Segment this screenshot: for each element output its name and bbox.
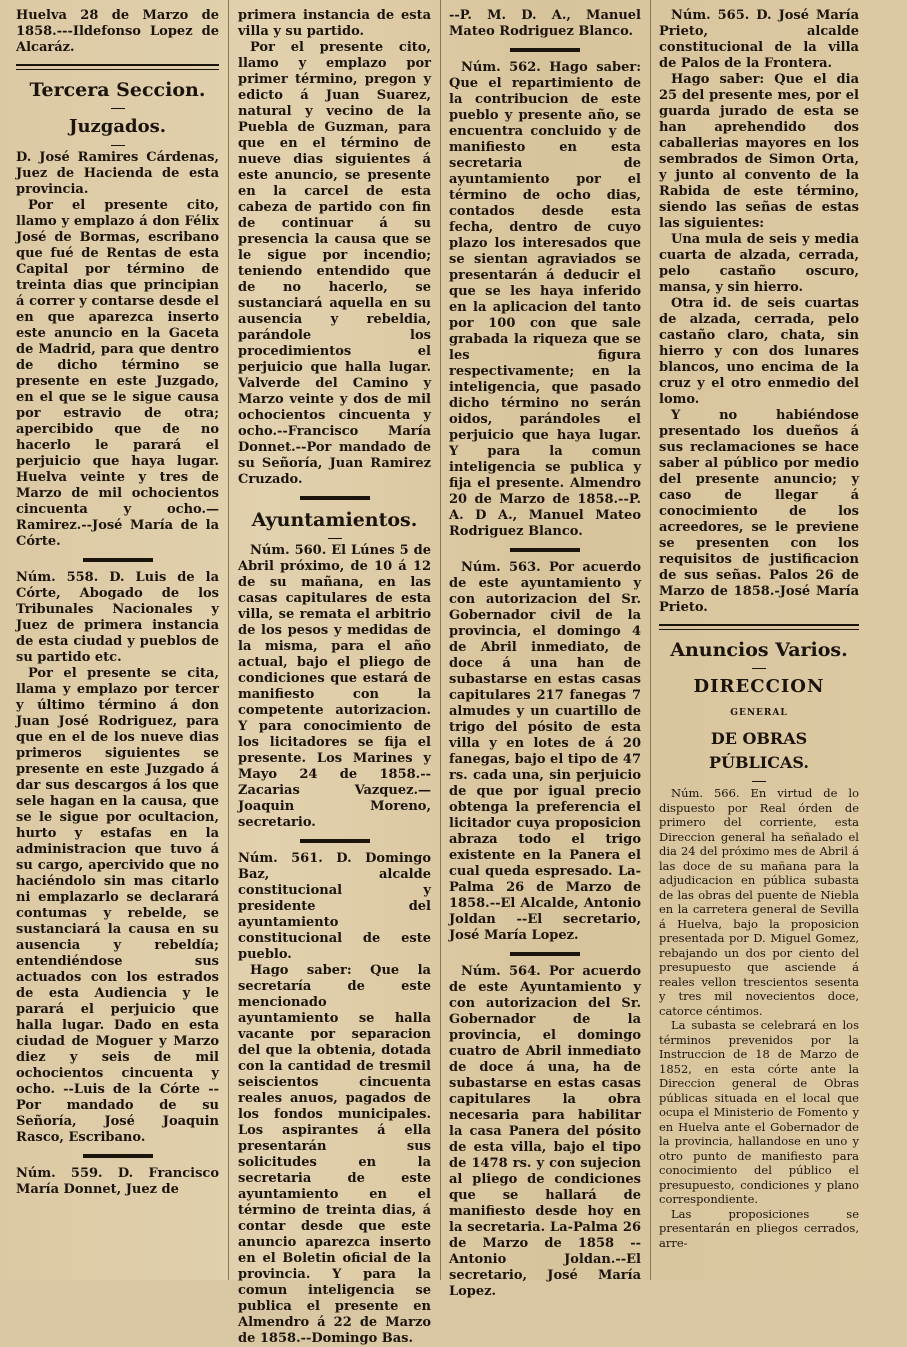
notice-559-heading: Núm. 559. D. Francisco María Donnet, Juez de (16, 1166, 219, 1197)
notice-563: Núm. 563. Por acuerdo de este ayuntamiento y con autorizacion del Sr. Gobernador civil de la provincia, el domingo 4 de Abril inmediato, de doce á una han de subastarse en estas casas capitulares 217 fanegas 7 almudes y un cuartillo de trigo del pósito de esta villa y en lotes de á 20 fanegas, bajo el tipo de 47 rs. cada una, sin perjuicio de que por igual precio obtenga la preferencia el licitador cuya proposicion abraza todo el trigo existente en la Panera el cual queda espresado. La-Palma 26 de Marzo de 1858.--El Alcalde, Antonio Joldan --El secretario, José María Lopez. (449, 560, 641, 943)
column-4 (653, 0, 865, 1280)
section-title-ayuntamientos: Ayuntamientos. (251, 509, 418, 531)
notice-564: Núm. 564. Por acuerdo de este Ayuntamiento y con autorizacion del Sr. Gobernador de la provincia, el domingo cuatro de Abril inmediato de doce á una, ha de subastarse en estas casas capitulares la obra necesaria para habilitar la casa Panera del pósito de esta villa, bajo el tipo de 1478 rs. y con sujecion al pliego de condiciones que se hallará de manifiesto desde hoy en la secretaria. La-Palma 26 de Marzo de 1858 --Antonio Joldan.--El secretario, José María Lopez. (449, 964, 641, 1299)
notice-body: Por el presente cito, llamo y emplazo á don Félix José de Bormas, escribano que fué de Rentas de esta Capital por término de treinta dias que principian á correr y contarse desde el en que aparezca inserto este anuncio en la Gaceta de Madrid, para que dentro de dicho término se presente en este Juzgado, en el que se le sigue causa por estravio de otra; apercibido que de no hacerlo le parará el perjuicio que haya lugar. Huelva veinte y tres de Marzo de mil ochocientos cincuenta y ocho.—Ramirez.--José María de la Córte. (16, 198, 219, 549)
short-rule (300, 496, 370, 500)
column-divider (228, 0, 229, 1280)
notice-heading: D. José Ramires Cárdenas, Juez de Hacienda de esta provincia. (16, 150, 219, 197)
notice-565-para: Otra id. de seis cuartas de alzada, cerrada, pelo castaño claro, chata, sin hierro y con dos lunares blancos, uno encima de la cruz y el otro enmedio del lomo. (659, 296, 859, 407)
column-divider (650, 0, 651, 1280)
section-title-tercera: Tercera Seccion. (29, 79, 206, 101)
notice-566-para: Las proposiciones se presentarán en pliegos cerrados, arre- (659, 1206, 859, 1250)
double-rule (16, 64, 219, 70)
continued-text: primera instancia de esta villa y su partido. (238, 8, 431, 39)
dash-divider (111, 145, 125, 146)
short-rule (83, 558, 153, 562)
dash-divider (328, 538, 342, 539)
dash-divider (752, 781, 766, 782)
notice-558-heading: Núm. 558. D. Luis de la Córte, Abogado de los Tribunales Nacionales y Juez de primera instancia de esta ciudad y pueblos de su partido etc. (16, 570, 219, 665)
notice-562: Núm. 562. Hago saber: Que el repartimiento de la contribucion de este pueblo y presente año, se encuentra concluido y de manifiesto en esta secretaria de ayuntamiento por el término de ocho dias, contados desde esta fecha, dentro de cuyo plazo los interesados que se sientan agraviados se presentarán á deducir el que se les haya inferido en la aplicacion del tanto por 100 con que sale grabada la riqueza que se les figura respectivamente; en la inteligencia, que pasado dicho término no serán oidos, parándoles el perjuicio que haya lugar. Y para la comun inteligencia se publica y fija el presente. Almendro 20 de Marzo de 1858.--P. A. D A., Manuel Mateo Rodriguez Blanco. (449, 60, 641, 539)
notice-561-heading: Núm. 561. D. Domingo Baz, alcalde constitucional y presidente del ayuntamiento constitucional de este pueblo. (238, 851, 431, 962)
dash-divider (111, 108, 125, 109)
subsection-title-juzgados: Juzgados. (68, 116, 167, 137)
notice-565-para: Una mula de seis y media cuarta de alzada, cerrada, pelo castaño oscuro, mansa, y sin hierro. (659, 232, 859, 295)
notice-565-heading: Núm. 565. D. José María Prieto, alcalde constitucional de la villa de Palos de la Frontera. (659, 8, 859, 71)
column-2 (232, 0, 437, 1346)
heading-obras-publicas: DE OBRAS PÚBLICAS. (709, 729, 809, 772)
notice-561-body: Hago saber: Que la secretaría de este mencionado ayuntamiento se halla vacante por separacion del que la obtenia, dotada con la cantidad de tresmil seiscientos cincuenta reales anuos, pagados de los fondos municipales. Los aspirantes á ella presentarán sus solicitudes en la secretaria de este ayuntamiento en el término de treinta dias, á contar desde que este anuncio aparezca inserto en el Boletin oficial de la provincia. Y para la comun inteligencia se publica el presente en Almendro á 22 de Marzo de 1858.--Domingo Bas. (238, 963, 431, 1346)
column-divider (440, 0, 441, 1280)
notice-566-para: La subasta se celebrará en los términos prevenidos por la Instruccion de 18 de Marzo de 1852, en esta córte ante la Direccion general de Obras públicas situada en el local que ocupa el Ministerio de Fomento y en Huelva ante el Gobernador de la provincia, hallandose en uno y otro punto de manifiesto para conocimiento del público el presupuesto, condiciones y plano correspondiente. (659, 1018, 859, 1206)
notice-565-para: Y no habiéndose presentado los dueños á sus reclamaciones se hace saber al público por medio del presente anuncio; y caso de llegar á conocimiento de los acreedores, se le previene se presenten con los requisitos de justificacion de sus señas. Palos 26 de Marzo de 1858.-José María Prieto. (659, 408, 859, 615)
heading-general: GENERAL (730, 708, 788, 718)
short-rule (83, 1154, 153, 1158)
section-title-anuncios: Anuncios Varios. (670, 639, 848, 661)
short-rule (510, 952, 580, 956)
heading-direccion: DIRECCION (693, 676, 825, 697)
column-3 (443, 0, 647, 1299)
double-rule (659, 624, 859, 630)
notice-558-body: Por el presente se cita, llama y emplazo por tercer y último término á don Juan José Rodriguez, para que en el de los nueve dias primeros siguientes se presente en este Juzgado á dar sus descargos á los que sele hagan en la causa, que se le sigue por ocultacion, hurto y estafas en la administracion que tuvo á su cargo, apercivido que no haciéndolo sin mas citarlo ni emplazarlo se declarará contumas y rebelde, se sustanciará la causa en su ausencia y rebeldía; entendiéndose sus actuados con los estrados de esta Audiencia y le parará el perjuicio que halla lugar. Dado en esta ciudad de Moguer y Marzo diez y seis de mil ochocientos cincuenta y ocho. --Luis de la Córte --Por mandado de su Señoría, José Joaquin Rasco, Escribano. (16, 666, 219, 1145)
short-rule (300, 839, 370, 843)
continued-text: Huelva 28 de Marzo de 1858.---Ildefonso Lopez de Alcaráz. (16, 8, 219, 55)
notice-560: Núm. 560. El Lúnes 5 de Abril próximo, de 10 á 12 de su mañana, en las casas capitulares de esta villa, se remata el arbitrio de los pesos y medidas de la misma, para el año actual, bajo el pliego de condiciones que estará de manifiesto con la competente autorizacion. Y para conocimiento de los licitadores se fija el presente. Los Marines y Mayo 24 de 1858.--Zacarias Vazquez.—Joaquin Moreno, secretario. (238, 543, 431, 830)
notice-559-body: Por el presente cito, llamo y emplazo por primer término, pregon y edicto á Juan Suarez, natural y vecino de la Puebla de Guzman, para que en el término de nueve dias siguientes á este anuncio, se presente en la carcel de esta cabeza de partido con fin de continuar á su presencia la causa que se le sigue por incendio; teniendo entendido que de no hacerlo, se sustanciará aquella en su ausencia y rebeldia, parándole los procedimientos el perjuicio que halla lugar. Valverde del Camino y Marzo veinte y dos de mil ochocientos cincuenta y ocho.--Francisco María Donnet.--Por mandado de su Señoría, Juan Ramirez Cruzado. (238, 40, 431, 487)
notice-566-para: Núm. 566. En virtud de lo dispuesto por Real órden de primero del corriente, esta Direccion general ha señalado el dia 24 del próximo mes de Abril á las doce de su mañana para la adjudicacion en pública subasta de las obras del puente de Niebla en la carretera general de Sevilla á Huelva, bajo la proposicion presentada por D. Miguel Gomez, rebajando un dos por ciento del presupuesto que asciende á reales vellon trescientos sesenta y tres mil novecientos doce, catorce céntimos. (659, 786, 859, 1018)
column-1 (10, 0, 225, 1280)
dash-divider (752, 668, 766, 669)
short-rule (510, 48, 580, 52)
short-rule (510, 548, 580, 552)
continued-text: --P. M. D. A., Manuel Mateo Rodriguez Blanco. (449, 8, 641, 39)
notice-565-para: Hago saber: Que el dia 25 del presente mes, por el guarda jurado de esta se han aprehendido dos caballerias mayores en los sembrados de Simon Orta, y junto al convento de la Rabida de este término, siendo las señas de estas las siguientes: (659, 72, 859, 231)
